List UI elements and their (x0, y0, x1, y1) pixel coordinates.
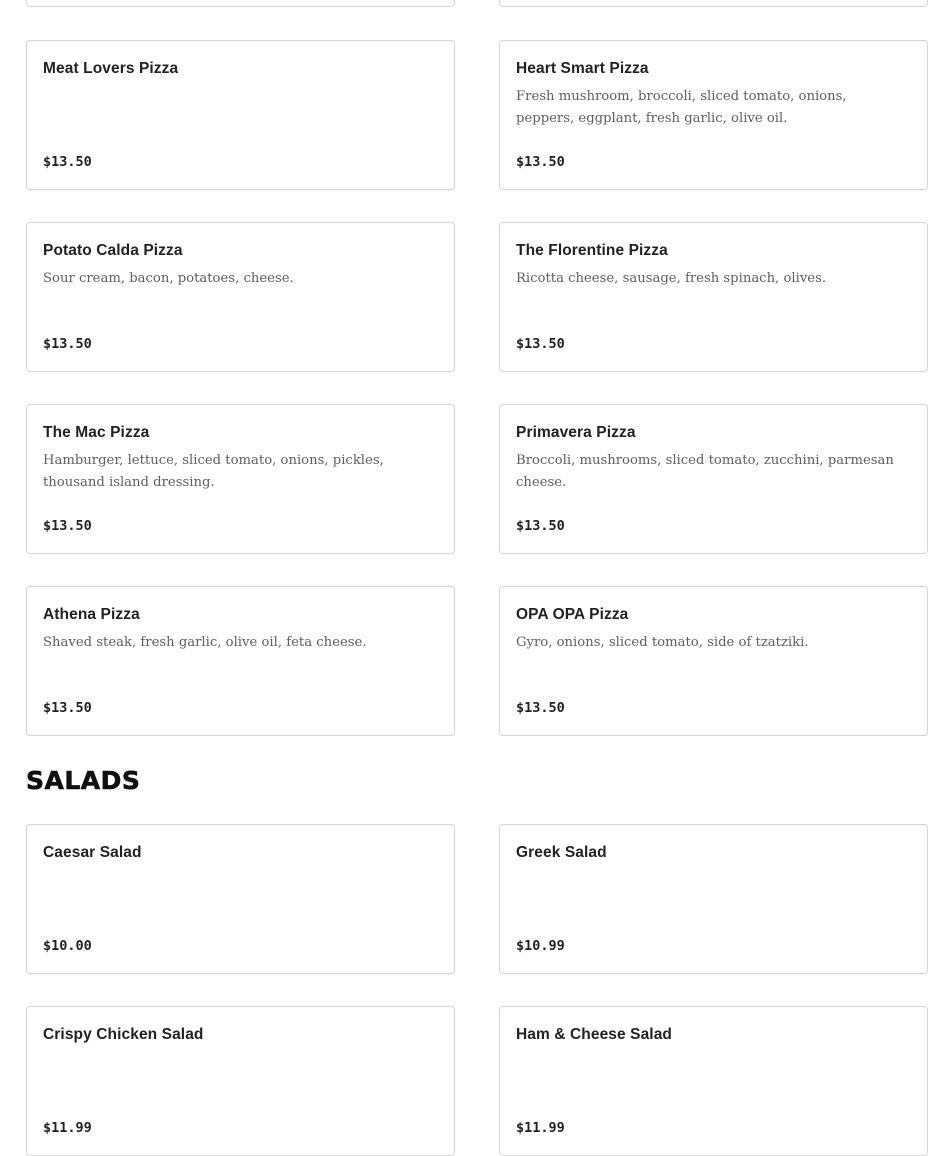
menu-item-card-partial[interactable] (499, 0, 928, 7)
menu-item-card[interactable] (26, 40, 455, 190)
menu-item-card[interactable] (499, 1006, 928, 1156)
menu-item-price: $13.50 (43, 336, 92, 352)
menu-item-description: Gyro, onions, sliced tomato, side of tzatziki. (516, 635, 809, 650)
menu-item-name: Crispy Chicken Salad (43, 1026, 204, 1043)
menu-item-description: Sour cream, bacon, potatoes, cheese. (43, 271, 294, 286)
menu-item-name: Meat Lovers Pizza (43, 60, 179, 77)
menu-item-price: $11.99 (43, 1120, 92, 1136)
menu-item-card[interactable] (26, 222, 455, 372)
menu-item-name: Athena Pizza (43, 606, 140, 623)
menu-item-price: $13.50 (516, 700, 565, 716)
menu-item-card[interactable] (499, 824, 928, 974)
menu-item-card-partial[interactable] (26, 0, 455, 7)
menu-item-name: Caesar Salad (43, 844, 142, 861)
menu-item-price: $10.00 (43, 938, 92, 954)
menu-item-name: Primavera Pizza (516, 424, 636, 441)
menu-item-name: OPA OPA Pizza (516, 606, 629, 623)
menu-item-card[interactable] (26, 824, 455, 974)
menu-item-description: Shaved steak, fresh garlic, olive oil, feta cheese. (43, 635, 367, 650)
menu-item-name: Ham & Cheese Salad (516, 1026, 673, 1043)
menu-item-price: $11.99 (516, 1120, 565, 1136)
menu-item-description: Hamburger, lettuce, sliced tomato, onions, pickles, thousand island dressing. (43, 453, 384, 490)
menu-item-name: Greek Salad (516, 844, 607, 861)
menu-item-price: $13.50 (43, 518, 92, 534)
menu-item-name: The Mac Pizza (43, 424, 150, 441)
menu-item-description: Broccoli, mushrooms, sliced tomato, zucchini, parmesan cheese. (516, 453, 894, 490)
menu-item-card[interactable] (499, 222, 928, 372)
menu-item-card[interactable] (26, 404, 455, 554)
menu-item-name: Heart Smart Pizza (516, 60, 649, 77)
menu-item-price: $13.50 (516, 518, 565, 534)
menu-item-card[interactable] (26, 1006, 455, 1156)
menu-item-price: $13.50 (516, 154, 565, 170)
menu-item-name: The Florentine Pizza (516, 242, 668, 259)
menu-item-description: Fresh mushroom, broccoli, sliced tomato, onions, peppers, eggplant, fresh garlic, olive oil. (516, 89, 847, 126)
menu-item-price: $13.50 (43, 700, 92, 716)
menu-item-price: $13.50 (43, 154, 92, 170)
menu-item-card[interactable] (26, 586, 455, 736)
menu-item-name: Potato Calda Pizza (43, 242, 183, 259)
menu-item-card[interactable] (499, 40, 928, 190)
section-heading-salads: SALADS (26, 766, 141, 795)
menu-item-card[interactable] (499, 586, 928, 736)
menu-item-price: $10.99 (516, 938, 565, 954)
menu-item-card[interactable] (499, 404, 928, 554)
menu-item-price: $13.50 (516, 336, 565, 352)
menu-item-description: Ricotta cheese, sausage, fresh spinach, olives. (516, 271, 827, 286)
